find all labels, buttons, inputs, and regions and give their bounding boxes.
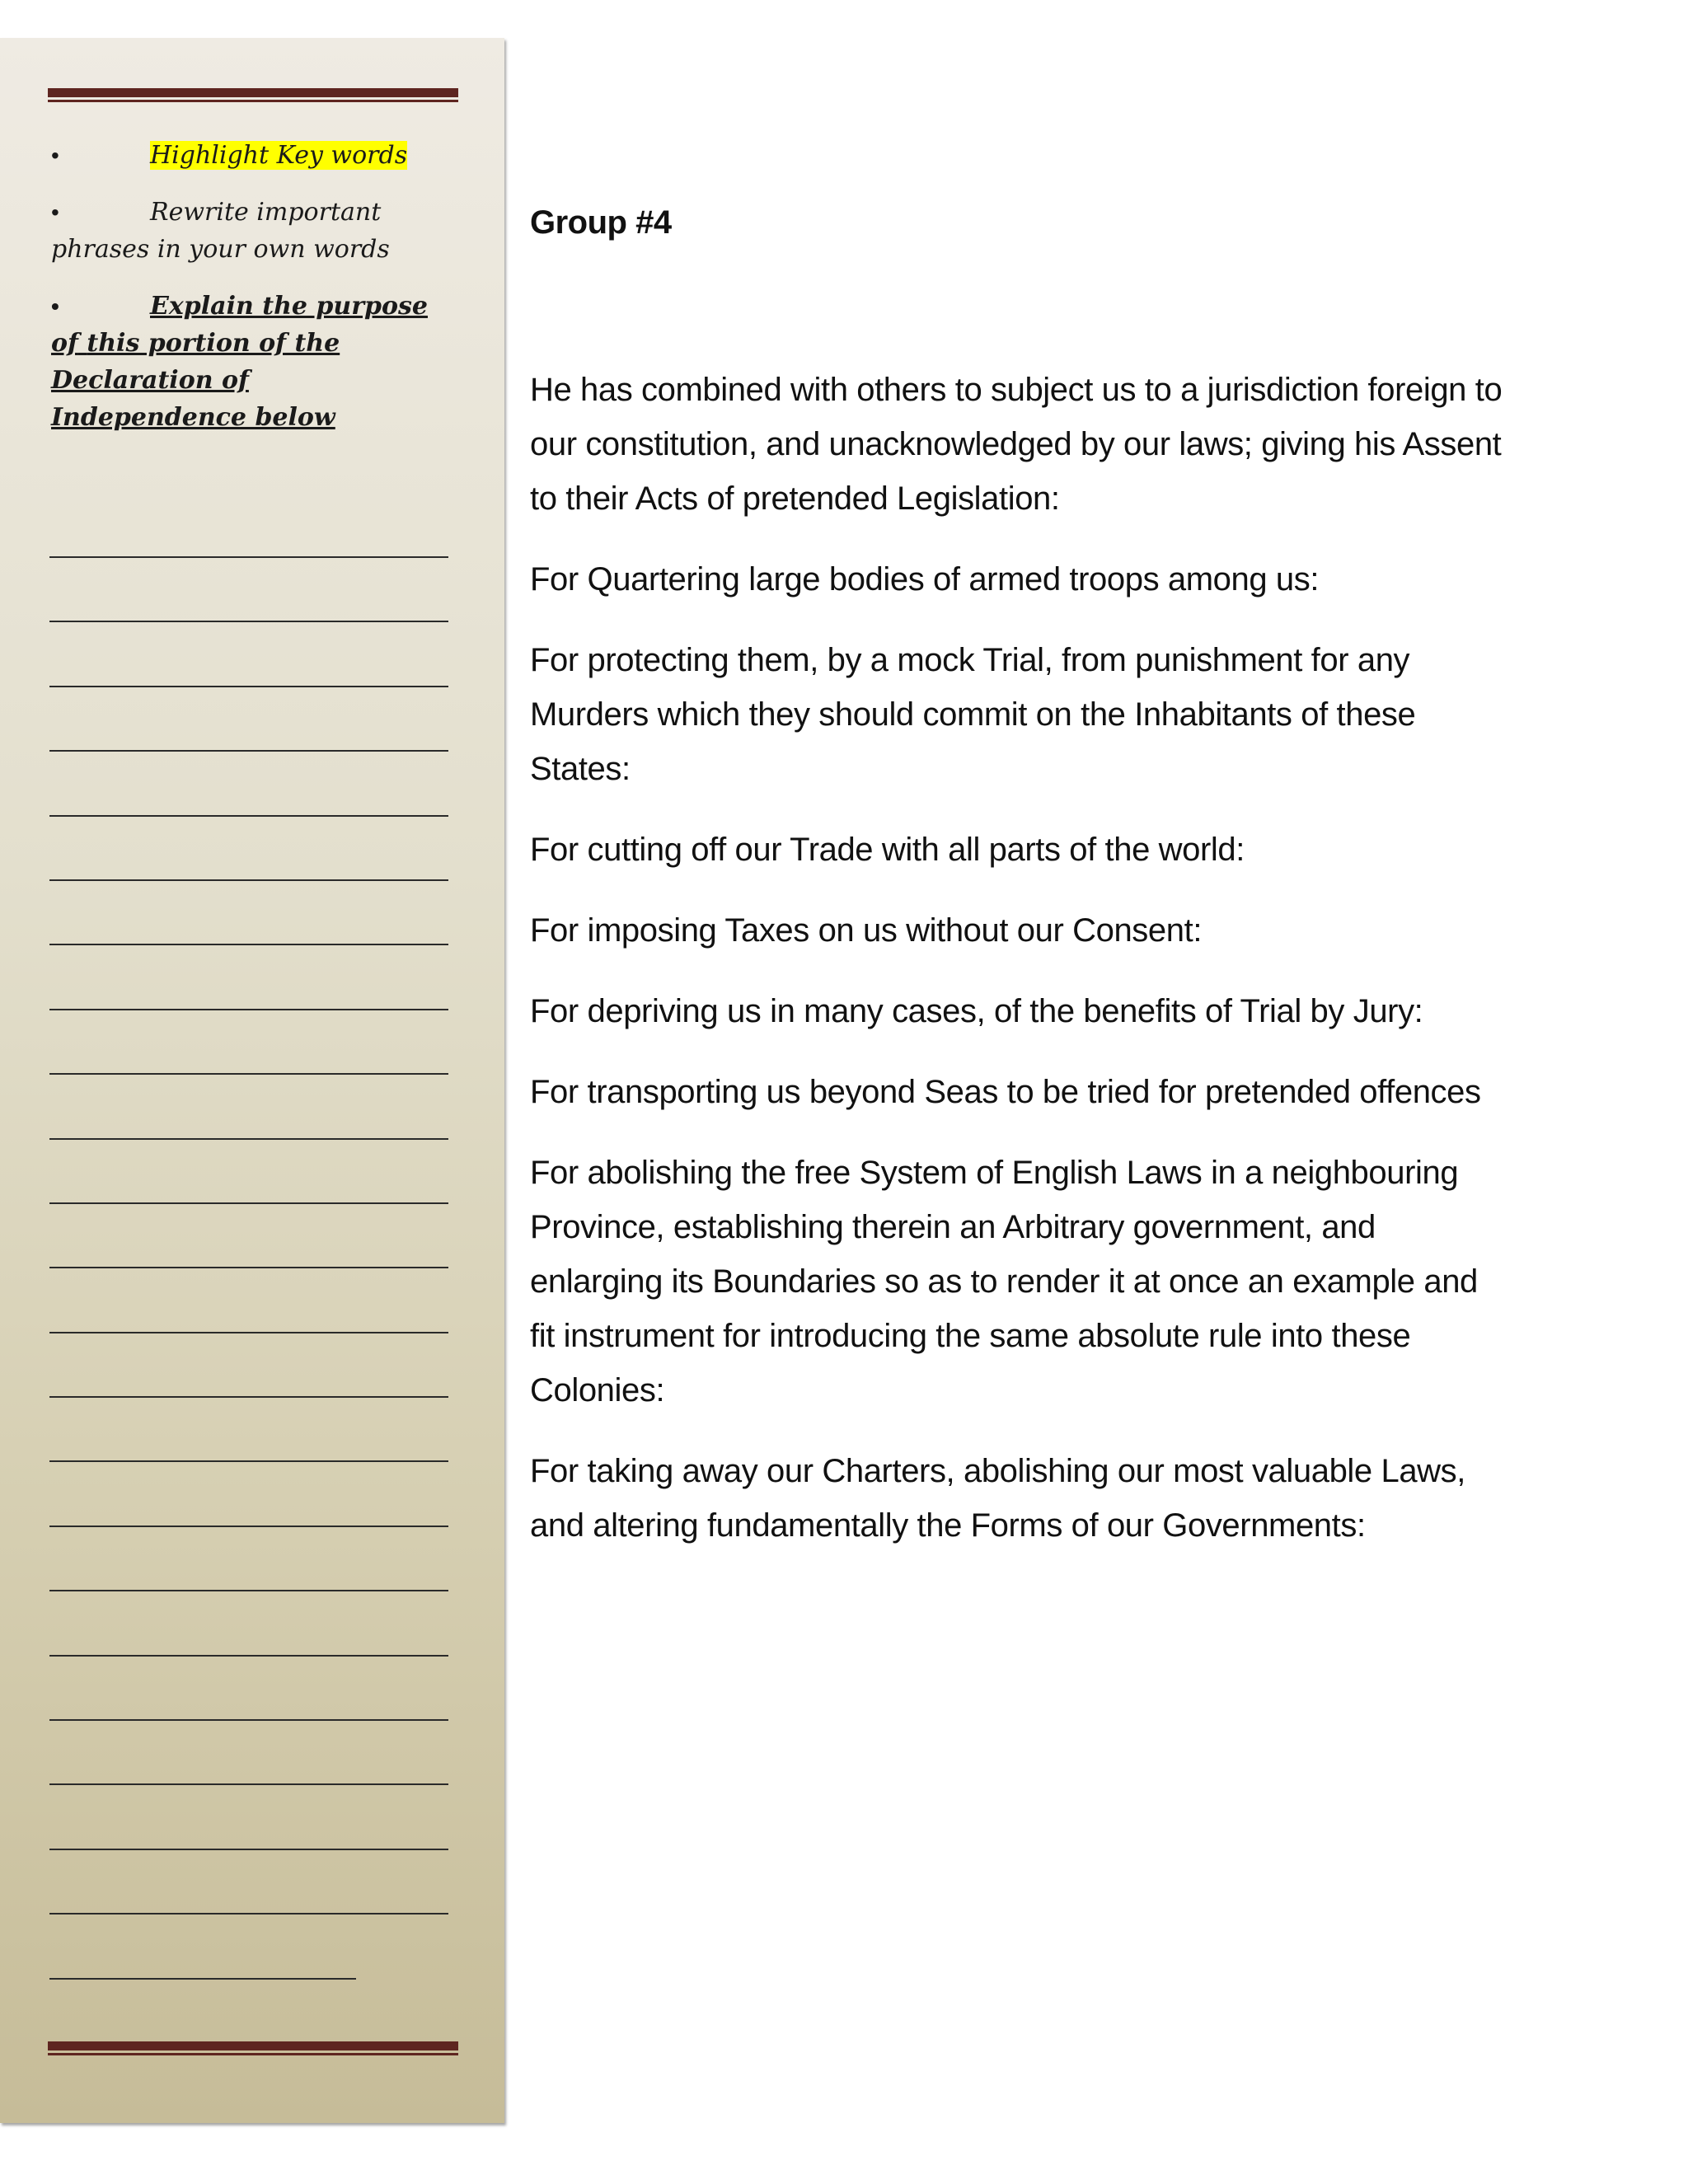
answer-line[interactable]	[49, 1335, 448, 1398]
answer-line[interactable]	[49, 1141, 448, 1204]
bullet-icon: •	[51, 199, 59, 225]
rule-thin	[48, 100, 458, 102]
rule-thin	[48, 2053, 458, 2055]
answer-line[interactable]	[49, 560, 448, 622]
group-title: Group #4	[530, 204, 672, 241]
answer-line[interactable]	[49, 1012, 448, 1075]
answer-lines[interactable]	[49, 495, 448, 1981]
answer-line[interactable]	[49, 495, 448, 558]
answer-line[interactable]	[49, 883, 448, 945]
answer-line[interactable]	[49, 1465, 448, 1527]
grievance-paragraph: For taking away our Charters, abolishing our most valuable Laws, and altering fundamentally the Forms of our Governments:	[530, 1453, 1465, 1544]
grievance-paragraph: For transporting us beyond Seas to be tried for pretended offences	[530, 1074, 1481, 1110]
grievance-paragraph: For protecting them, by a mock Trial, from punishment for any Murders which they should commit on the Inhabitants of these States:	[530, 642, 1416, 787]
sidebar-top-rule	[48, 88, 458, 103]
answer-line[interactable]	[49, 1917, 356, 1980]
grievance-paragraph: For depriving us in many cases, of the benefits of Trial by Jury:	[530, 993, 1423, 1029]
answer-line[interactable]	[49, 625, 448, 687]
answer-line[interactable]	[49, 1658, 448, 1721]
answer-line[interactable]	[49, 1788, 448, 1850]
instruction-highlight	[51, 137, 438, 174]
instruction-explain-rest: this portion of the Declaration of Independence below	[51, 329, 340, 432]
instruction-sidebar	[0, 38, 504, 2123]
answer-line[interactable]	[49, 1594, 448, 1657]
bullet-icon: •	[51, 293, 59, 319]
grievance-paragraph: For cutting off our Trade with all parts of the world:	[530, 832, 1245, 868]
answer-line[interactable]	[49, 1399, 448, 1462]
instruction-highlight-text: Highlight Key words	[150, 141, 408, 170]
instruction-list	[51, 137, 438, 456]
instruction-rewrite-lead: Rewrite important	[150, 198, 382, 227]
instruction-explain	[51, 288, 438, 436]
answer-line[interactable]	[49, 948, 448, 1010]
answer-line[interactable]	[49, 818, 448, 881]
answer-line[interactable]	[49, 1852, 448, 1915]
grievance-paragraph: He has combined with others to subject us to a jurisdiction foreign to our constitution, and unacknowledged by our laws; giving his Assent to their Acts of pretended Legislation:	[530, 372, 1503, 517]
grievance-paragraph: For imposing Taxes on us without our Consent:	[530, 912, 1203, 949]
answer-line[interactable]	[49, 1529, 448, 1591]
grievance-paragraph: For Quartering large bodies of armed troops among us:	[530, 561, 1320, 598]
answer-line[interactable]	[49, 1206, 448, 1268]
answer-line[interactable]	[49, 754, 448, 817]
document-body	[530, 198, 1503, 1579]
bullet-icon: •	[51, 143, 59, 168]
rule-thick	[48, 88, 458, 97]
answer-line[interactable]	[49, 1077, 448, 1140]
rule-thick	[48, 2041, 458, 2050]
declaration-excerpt	[530, 363, 1503, 1553]
instruction-rewrite-rest: phrases in your own words	[51, 235, 390, 264]
answer-line[interactable]	[49, 689, 448, 752]
grievance-paragraph: For abolishing the free System of English Laws in a neighbouring Province, establishing therein an Arbitrary government, and enlarging its Boundaries so as to render it at once an example and fit instrument for introducing the same absolute rule into these Colonies:	[530, 1155, 1478, 1408]
sidebar-bottom-rule	[48, 2041, 458, 2056]
answer-line[interactable]	[49, 1722, 448, 1785]
answer-line[interactable]	[49, 1271, 448, 1333]
instruction-rewrite	[51, 194, 438, 268]
instruction-explain-lead: Explain the purpose of	[51, 292, 428, 358]
